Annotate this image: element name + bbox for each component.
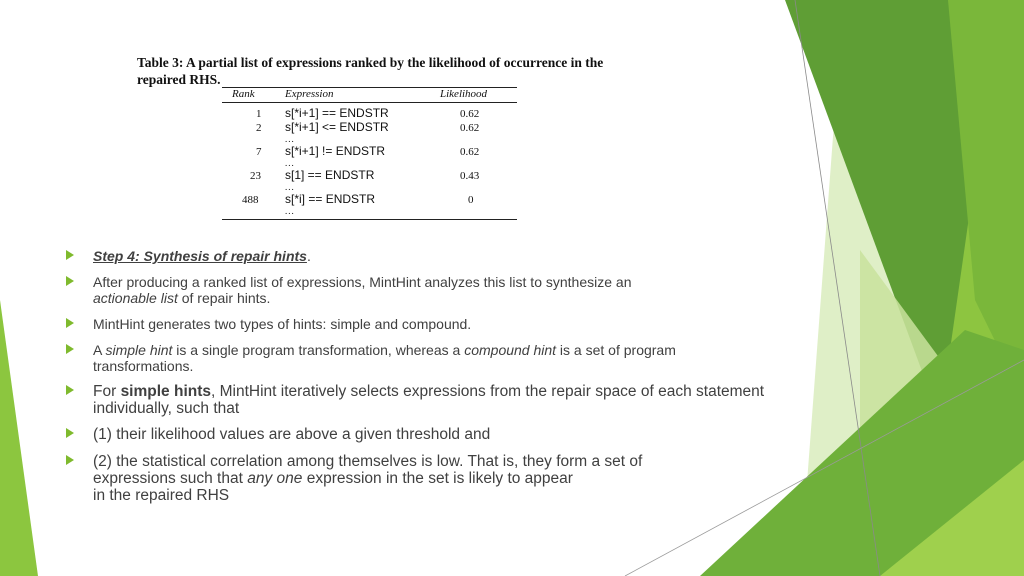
bullet-text	[93, 453, 773, 504]
row3-expression: s[*i+1] != ENDSTR	[285, 144, 386, 158]
bullet-arrow-icon	[66, 385, 74, 395]
bullet-arrow-icon	[66, 428, 74, 438]
b5-strong: simple hints	[120, 383, 211, 400]
row1-rank: 1	[256, 108, 262, 120]
b7-part4: in the repaired RHS	[93, 487, 230, 504]
b5-part1: For	[93, 383, 121, 400]
bullet-text: MintHint generates two types of hints: simple and compound.	[93, 316, 472, 332]
bullet-arrow-icon	[66, 276, 74, 286]
row4-expression: s[1] == ENDSTR	[285, 168, 375, 182]
b4-part3: is a set of program transformations.	[93, 342, 676, 374]
header-expression: Expression	[285, 88, 334, 100]
b2-part1: After producing a ranked list of expressions, MintHint analyzes this list to synthesize an	[93, 274, 632, 290]
row5-expression: s[*i] == ENDSTR	[285, 192, 376, 206]
header-likelihood: Likelihood	[440, 88, 488, 100]
bullet-arrow-icon	[66, 455, 74, 465]
b7-part2: expressions such that	[93, 470, 248, 487]
row4-rank: 23	[250, 170, 261, 182]
table-figure	[137, 54, 617, 216]
b7-part1: (2) the statistical correlation among themselves is low. That is, they form a set of	[93, 453, 643, 470]
b2-part2: of repair hints.	[177, 290, 271, 306]
bullet-text	[93, 383, 773, 417]
ellipsis-3: ...	[285, 182, 295, 192]
table-rule-bottom	[222, 219, 517, 220]
ellipsis-4: ...	[285, 206, 295, 216]
bullet-text	[93, 274, 773, 306]
row2-likelihood: 0.62	[460, 122, 480, 134]
b5-part2: , MintHint iteratively selects expressions from the repair space of each statement individually, such that	[93, 383, 765, 417]
step4-period: .	[306, 248, 311, 264]
row4-likelihood: 0.43	[460, 170, 480, 182]
row1-expression: s[*i+1] == ENDSTR	[285, 106, 389, 120]
b4-part2: is a single program transformation, whereas a	[172, 342, 465, 358]
bullet-arrow-icon	[66, 318, 74, 328]
b4-part1: A	[93, 342, 106, 358]
ellipsis-1: ...	[285, 134, 295, 144]
b7-emphasis: any one	[247, 470, 303, 487]
row1-likelihood: 0.62	[460, 108, 480, 120]
row5-likelihood: 0	[468, 194, 474, 206]
row3-likelihood: 0.62	[460, 146, 480, 158]
step4-title: Step 4: Synthesis of repair hints	[93, 248, 307, 264]
row2-rank: 2	[256, 122, 262, 134]
bullet-text	[93, 342, 773, 374]
row2-expression: s[*i+1] <= ENDSTR	[285, 120, 389, 134]
table-caption: Table 3: A partial list of expressions ranked by the likelihood of occurrence in the repaired RHS.	[137, 55, 604, 87]
bullet-text	[93, 248, 773, 264]
ellipsis-2: ...	[285, 158, 295, 168]
bullet-arrow-icon	[66, 344, 74, 354]
left-green-sliver	[0, 300, 38, 576]
b4-em1: simple hint	[105, 342, 173, 358]
header-rank: Rank	[232, 88, 255, 100]
b4-em2: compound hint	[464, 342, 557, 358]
row5-rank: 488	[242, 194, 259, 206]
b2-emphasis: actionable list	[93, 290, 178, 306]
bullet-arrow-icon	[66, 250, 74, 260]
b7-part3: expression in the set is likely to appear	[302, 470, 573, 487]
row3-rank: 7	[256, 146, 262, 158]
table-rule-mid	[222, 102, 517, 103]
bullet-text: (1) their likelihood values are above a given threshold and	[93, 426, 491, 443]
